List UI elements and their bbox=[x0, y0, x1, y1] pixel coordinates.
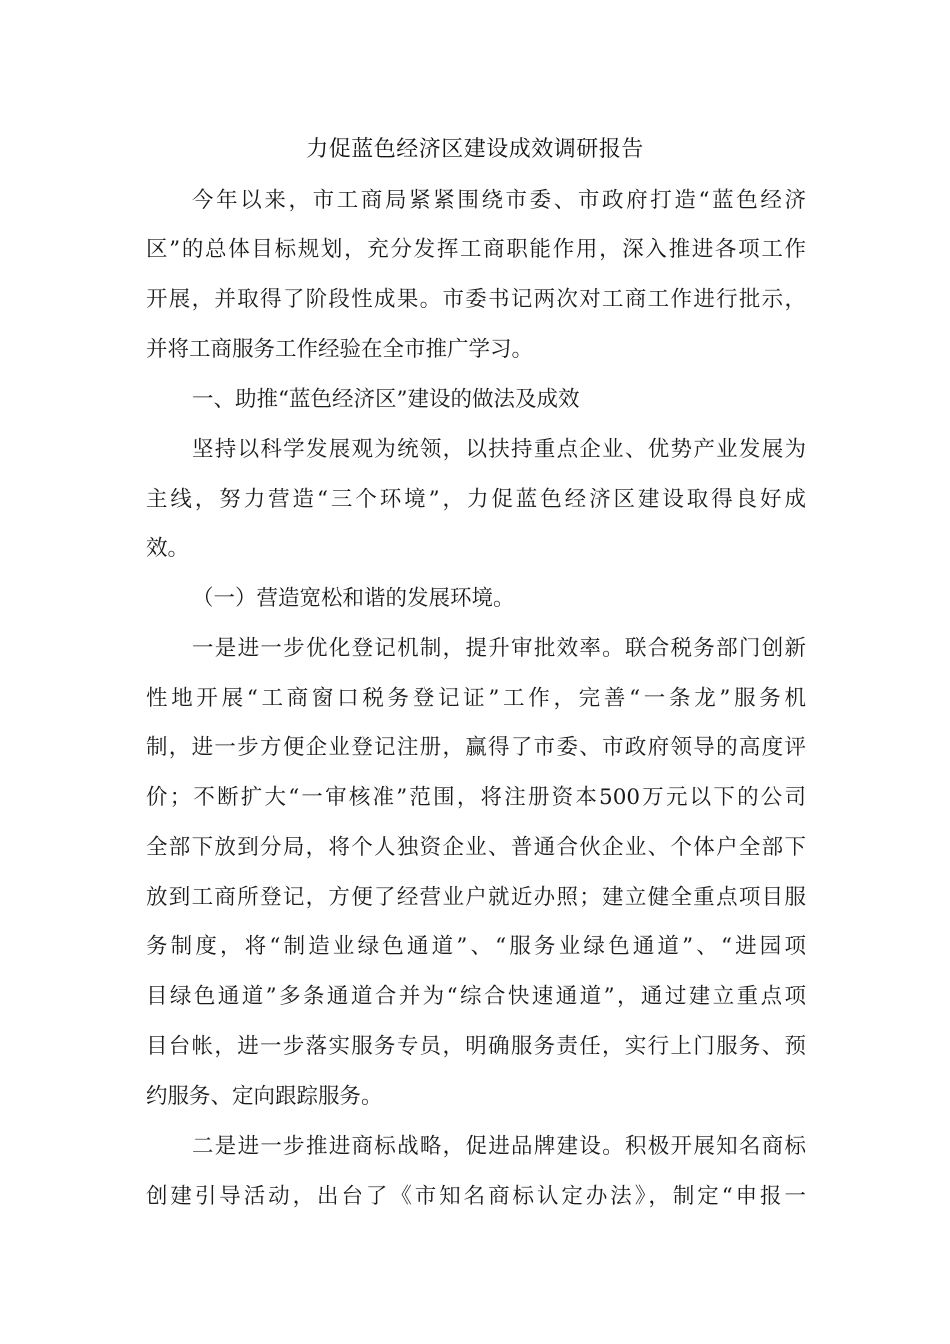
paragraph-line: 价；不断扩大“一审核准”范围，将注册资本500万元以下的公司 bbox=[146, 785, 806, 810]
paragraph-line: 效。 bbox=[146, 536, 190, 561]
paragraph-line: 约服务、定向跟踪服务。 bbox=[146, 1084, 383, 1109]
paragraph-line: 主线，努力营造“三个环境”，力促蓝色经济区建设取得良好成 bbox=[146, 487, 806, 512]
section-heading: 一、助推“蓝色经济区”建设的做法及成效 bbox=[192, 387, 580, 412]
paragraph-line: 一是进一步优化登记机制，提升审批效率。联合税务部门创新 bbox=[192, 636, 806, 661]
paragraph-line: 区”的总体目标规划，充分发挥工商职能作用，深入推进各项工作 bbox=[146, 237, 806, 262]
paragraph-line: 务制度，将“制造业绿色通道”、“服务业绿色通道”、“进园项 bbox=[146, 934, 806, 959]
paragraph-line: 今年以来，市工商局紧紧围绕市委、市政府打造“蓝色经济 bbox=[192, 188, 806, 213]
subsection-heading: （一）营造宽松和谐的发展环境。 bbox=[192, 586, 515, 611]
paragraph-line: 二是进一步推进商标战略，促进品牌建设。积极开展知名商标 bbox=[192, 1134, 806, 1159]
paragraph-line: 性地开展“工商窗口税务登记证”工作，完善“一条龙”服务机 bbox=[146, 686, 806, 711]
document-title: 力促蓝色经济区建设成效调研报告 bbox=[306, 137, 644, 162]
paragraph-line: 制，进一步方便企业登记注册，赢得了市委、市政府领导的高度评 bbox=[146, 735, 806, 760]
paragraph-line: 开展，并取得了阶段性成果。市委书记两次对工商工作进行批示， bbox=[146, 287, 806, 312]
paragraph-line: 目台帐，进一步落实服务专员，明确服务责任，实行上门服务、预 bbox=[146, 1034, 806, 1059]
paragraph-line: 创建引导活动，出台了《市知名商标认定办法》，制定“申报一 bbox=[146, 1184, 806, 1209]
paragraph-line: 放到工商所登记，方便了经营业户就近办照；建立健全重点项目服 bbox=[146, 885, 806, 910]
paragraph-line: 目绿色通道”多条通道合并为“综合快速通道”，通过建立重点项 bbox=[146, 984, 806, 1009]
paragraph-line: 全部下放到分局，将个人独资企业、普通合伙企业、个体户全部下 bbox=[146, 835, 806, 860]
paragraph-line: 坚持以科学发展观为统领，以扶持重点企业、优势产业发展为 bbox=[192, 437, 806, 462]
paragraph-line: 并将工商服务工作经验在全市推广学习。 bbox=[146, 337, 534, 362]
